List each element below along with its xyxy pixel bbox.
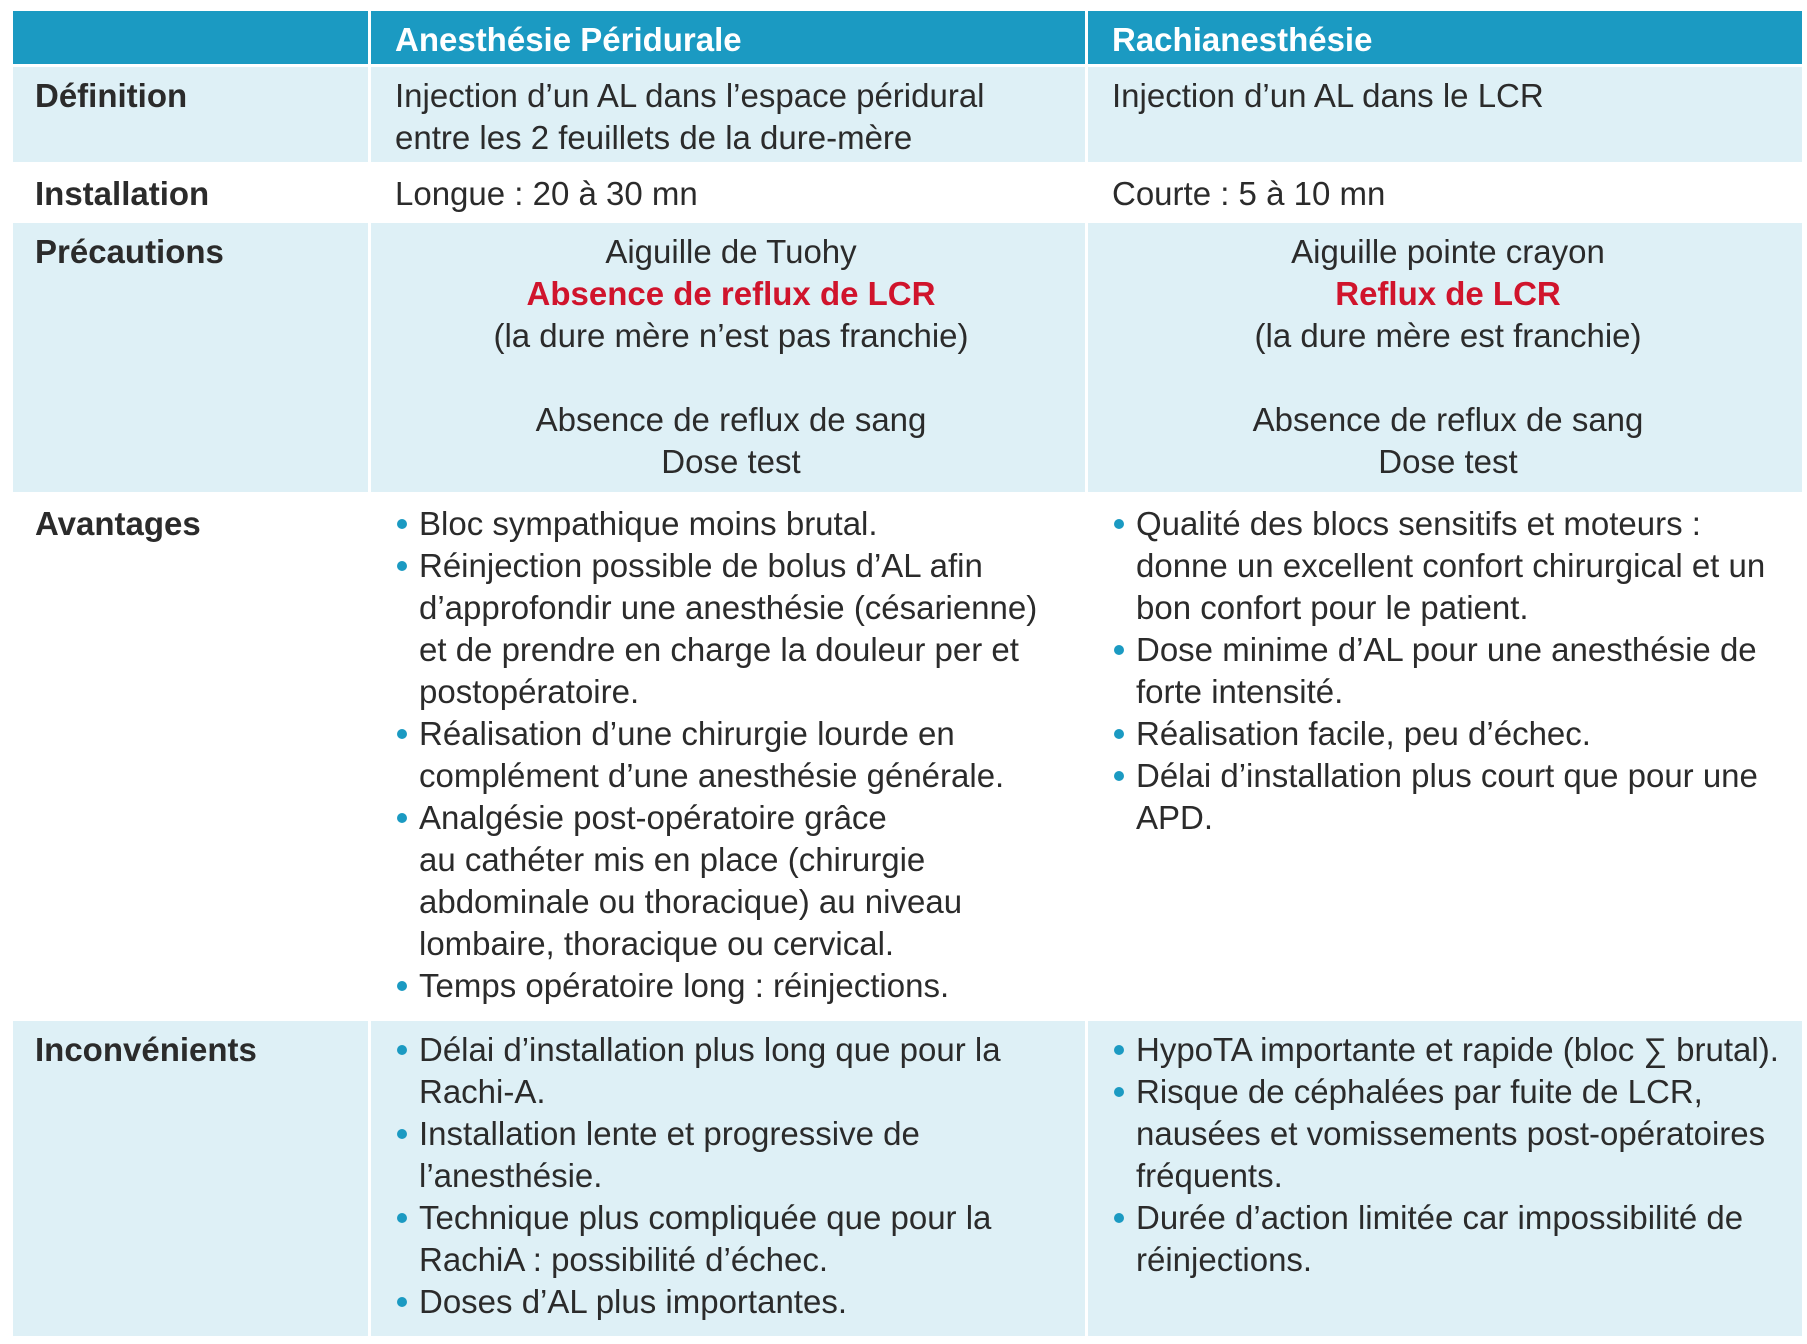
list-item-line: Délai d’installation plus long que pour la (419, 1031, 1001, 1068)
list-item-line: fréquents. (1136, 1157, 1283, 1194)
list-item (1112, 503, 1784, 629)
spacer (1112, 357, 1784, 399)
list-item-line: abdominale ou thoracique) au niveau (419, 883, 963, 920)
spacer (395, 357, 1067, 399)
precautions-peridurale (370, 222, 1087, 494)
list-item-line: Dose minime d’AL pour une anesthésie de (1136, 631, 1757, 668)
comparison-table (10, 8, 1805, 1339)
dose-test-text: Dose test (661, 443, 801, 480)
list-item-line: donne un excellent confort chirurgical et un (1136, 547, 1766, 584)
list-item-line: lombaire, thoracique ou cervical. (419, 925, 895, 962)
row-definition (12, 66, 1804, 164)
inconvenients-rachi (1087, 1020, 1804, 1338)
list-item (1112, 1197, 1784, 1281)
bullet-list (395, 1029, 1067, 1323)
list-item-line: APD. (1136, 799, 1214, 836)
list-item-line: Durée d’action limitée car impossibilité de (1136, 1199, 1744, 1236)
row-label-definition: Définition (12, 66, 370, 164)
bullet-list (1112, 1029, 1784, 1281)
avantages-rachi (1087, 494, 1804, 1020)
installation-rachi: Courte : 5 à 10 mn (1087, 164, 1804, 222)
list-item-line: bon confort pour le patient. (1136, 589, 1529, 626)
list-item-line: Bloc sympathique moins brutal. (419, 505, 878, 542)
dose-test-text: Dose test (1378, 443, 1518, 480)
installation-peridurale: Longue : 20 à 30 mn (370, 164, 1087, 222)
row-label-avantages: Avantages (12, 494, 370, 1020)
list-item-line: Réalisation facile, peu d’échec. (1136, 715, 1591, 752)
list-item-line: l’anesthésie. (419, 1157, 603, 1194)
list-item (1112, 1029, 1784, 1071)
list-item (395, 503, 1067, 545)
bullet-list (395, 503, 1067, 1007)
row-label-inconvenients: Inconvénients (12, 1020, 370, 1338)
list-item-line: Qualité des blocs sensitifs et moteurs : (1136, 505, 1701, 542)
list-item (395, 1197, 1067, 1281)
blood-reflux-text: Absence de reflux de sang (535, 401, 927, 438)
list-item-line: HypoTA importante et rapide (bloc ∑ brutal). (1136, 1031, 1779, 1068)
list-item-line: Réinjection possible de bolus d’AL afin (419, 547, 983, 584)
inconvenients-peridurale (370, 1020, 1087, 1338)
row-label-precautions: Précautions (12, 222, 370, 494)
list-item-line: Installation lente et progressive de (419, 1115, 920, 1152)
list-item (1112, 1071, 1784, 1197)
blood-reflux-text: Absence de reflux de sang (1252, 401, 1644, 438)
header-peridurale: Anesthésie Péridurale (370, 10, 1087, 66)
list-item-line: et de prendre en charge la douleur per et (419, 631, 1019, 668)
row-precautions (12, 222, 1804, 494)
header-row (12, 10, 1804, 66)
list-item (395, 797, 1067, 965)
highlight-text: Absence de reflux de LCR (526, 275, 936, 312)
list-item (1112, 755, 1784, 839)
list-item (395, 545, 1067, 713)
list-item (1112, 629, 1784, 713)
header-rachianesthesie: Rachianesthésie (1087, 10, 1804, 66)
list-item-line: d’approfondir une anesthésie (césarienne) (419, 589, 1038, 626)
list-item-line: Risque de céphalées par fuite de LCR, (1136, 1073, 1703, 1110)
text-line: Injection d’un AL dans l’espace péridural (395, 77, 985, 114)
list-item-line: Technique plus compliquée que pour la (419, 1199, 992, 1236)
list-item (395, 1113, 1067, 1197)
note-text: (la dure mère est franchie) (1254, 317, 1642, 354)
list-item-line: forte intensité. (1136, 673, 1344, 710)
row-avantages (12, 494, 1804, 1020)
list-item-line: nausées et vomissements post-opératoires (1136, 1115, 1766, 1152)
list-item-line: Temps opératoire long : réinjections. (419, 967, 950, 1004)
list-item-line: Réalisation d’une chirurgie lourde en (419, 715, 955, 752)
list-item-line: Délai d’installation plus court que pour une (1136, 757, 1758, 794)
needle-type: Aiguille pointe crayon (1291, 233, 1605, 270)
list-item (395, 1029, 1067, 1113)
definition-rachi (1087, 66, 1804, 164)
note-text: (la dure mère n’est pas franchie) (493, 317, 969, 354)
row-inconvenients (12, 1020, 1804, 1338)
list-item (395, 965, 1067, 1007)
list-item-line: réinjections. (1136, 1241, 1313, 1278)
list-item-line: RachiA : possibilité d’échec. (419, 1241, 829, 1278)
avantages-peridurale (370, 494, 1087, 1020)
list-item-line: postopératoire. (419, 673, 640, 710)
list-item (1112, 713, 1784, 755)
highlight-text: Reflux de LCR (1335, 275, 1561, 312)
list-item (395, 1281, 1067, 1323)
text-line: Injection d’un AL dans le LCR (1112, 77, 1544, 114)
list-item-line: Doses d’AL plus importantes. (419, 1283, 847, 1320)
row-label-installation: Installation (12, 164, 370, 222)
list-item-line: au cathéter mis en place (chirurgie (419, 841, 926, 878)
definition-peridurale (370, 66, 1087, 164)
comparison-table-container (10, 8, 1802, 1339)
bullet-list (1112, 503, 1784, 839)
list-item-line: Analgésie post-opératoire grâce (419, 799, 887, 836)
row-installation (12, 164, 1804, 222)
precautions-rachi (1087, 222, 1804, 494)
list-item-line: Rachi-A. (419, 1073, 546, 1110)
text-line: entre les 2 feuillets de la dure-mère (395, 119, 913, 156)
list-item (395, 713, 1067, 797)
list-item-line: complément d’une anesthésie générale. (419, 757, 1005, 794)
needle-type: Aiguille de Tuohy (605, 233, 857, 270)
header-empty-cell (12, 10, 370, 66)
